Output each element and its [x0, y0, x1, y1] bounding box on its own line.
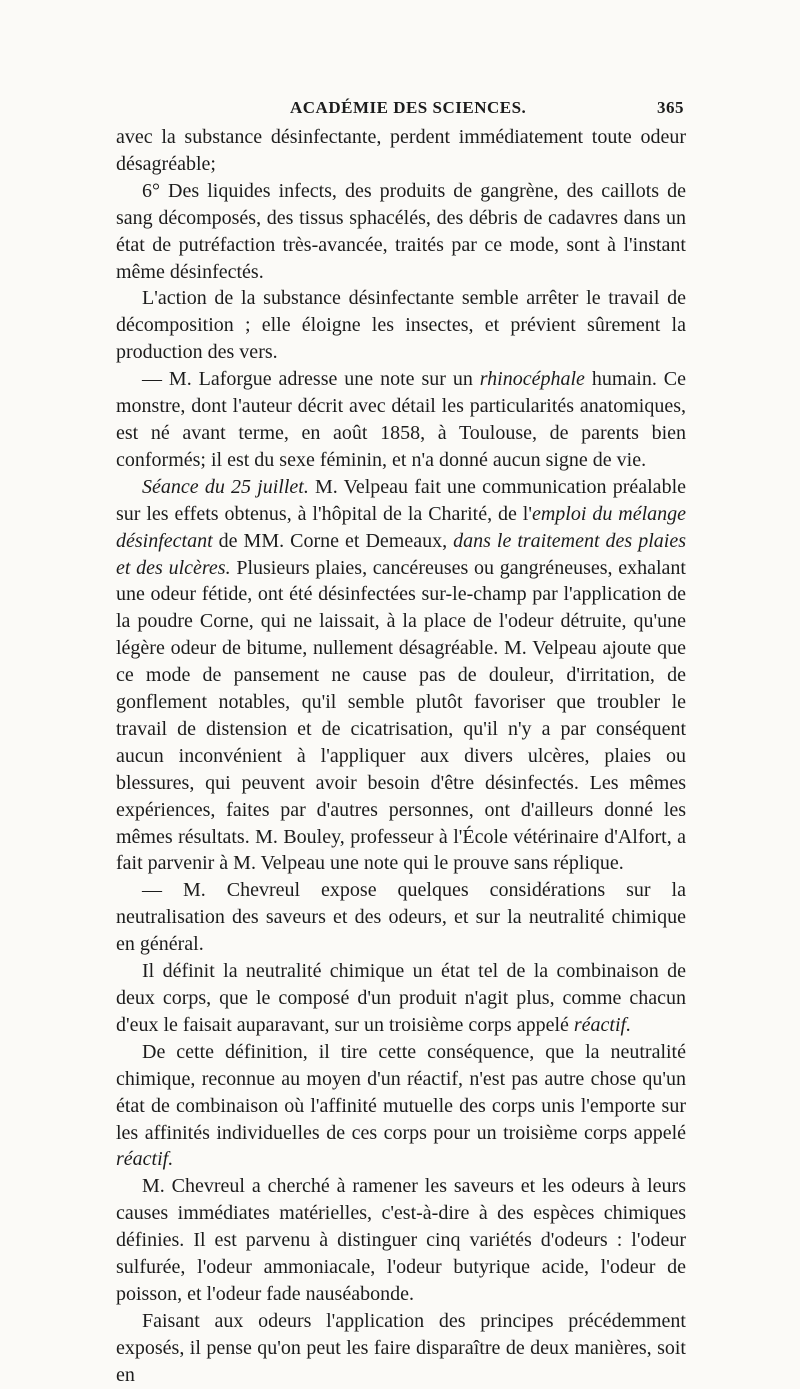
header-title: ACADÉMIE DES SCIENCES. [290, 98, 527, 117]
paragraph [116, 1039, 686, 1174]
text-run: avec la substance désinfectante, perdent immédiatement toute odeur désagréable; [116, 126, 686, 175]
text-run: L'action de la substance désinfectante semble arrêter le travail de décomposition ; elle éloigne les insectes, et prévient sûrement la production des vers. [116, 287, 686, 364]
italic-text: emploi du mélange désinfectant [116, 502, 687, 552]
text-run: humain. Ce monstre, dont l'auteur décrit avec détail les particularités anatomiques, est né avant terme, en août 1858, à Toulouse, de parents bien conformés; il est du sexe féminin, et n'a donné aucun signe de vie. [116, 368, 686, 471]
paragraph [116, 958, 686, 1039]
text-run: Il définit la neutralité chimique un état tel de la combinaison de deux corps, que le composé d'un produit n'agit plus, comme chacun d'eux le faisait auparavant, sur un troisième corps appelé [116, 960, 686, 1036]
paragraph [116, 877, 686, 958]
body-text [116, 124, 686, 1389]
paragraph [116, 285, 686, 366]
italic-text: rhinocéphale [479, 368, 585, 391]
italic-text: réactif. [116, 1148, 174, 1171]
paragraph [116, 1173, 686, 1308]
paragraph [116, 124, 686, 178]
text-run: De cette définition, il tire cette conséquence, que la neutralité chimique, reconnue au moyen d'un réactif, n'est pas autre chose qu'un état de combinaison où l'affinité mutuelle des corps unis l'emporte sur les affinités individuelles de ces corps pour un troisième corps appelé [116, 1040, 686, 1144]
paragraph [116, 474, 686, 878]
paragraph [116, 1308, 686, 1389]
paragraph [116, 366, 686, 474]
running-header [118, 98, 684, 122]
text-run: de MM. Corne et Demeaux, [212, 529, 454, 552]
text-run: — M. Laforgue adresse une note sur un [142, 368, 480, 391]
text-run: 6° Des liquides infects, des produits de gangrène, des caillots de sang décomposés, des tissus sphacélés, des débris de cadavres dans un état de putréfaction très-avancée, traités par ce mode, sont à l'instant même désinfectés. [116, 179, 686, 283]
paragraph [116, 178, 686, 286]
text-run: M. Chevreul a cherché à ramener les saveurs et les odeurs à leurs causes immédiates matérielles, c'est-à-dire à des espèces chimiques définies. Il est parvenu à distinguer cinq variétés d'odeurs : l'odeur sulfurée, l'odeur ammoniacale, l'odeur butyrique acide, l'odeur de poisson, et l'odeur fade nauséabonde. [116, 1175, 686, 1305]
page-number: 365 [657, 98, 684, 117]
text-run: Faisant aux odeurs l'application des principes précédemment exposés, il pense qu'on peut les faire disparaître de deux manières, soit en [116, 1309, 686, 1386]
text-run: Plusieurs plaies, cancéreuses ou gangréneuses, exhalant une odeur fétide, ont été désinfectées sur-le-champ par l'application de la poudre Corne, qui ne laissait, à la place de l'odeur détruite, qu'une légère odeur de bitume, nullement désagréable. M. Velpeau ajoute que ce mode de pansement ne cause pas de douleur, d'irritation, de gonflement notables, qu'il semble plutôt favoriser que troubler le travail de distension et de cicatrisation, qu'il n'y a par conséquent aucun inconvénient à l'appliquer aux divers ulcères, plaies ou blessures, qui peuvent avoir besoin d'être désinfectés. Les mêmes expériences, faites par d'autres personnes, ont d'ailleurs donné les mêmes résultats. M. Bouley, professeur à l'École vétérinaire d'Alfort, a fait parvenir à M. Velpeau une note qui le prouve sans réplique. [116, 556, 686, 875]
italic-text: réactif. [573, 1013, 632, 1036]
text-run: — M. Chevreul expose quelques considérations sur la neutralisation des saveurs et des odeurs, et sur la neutralité chimique en général. [116, 879, 686, 956]
italic-text: dans le traitement des plaies et des ulcères. [116, 529, 686, 579]
text-run: M. Velpeau fait une communication préalable sur les effets obtenus, à l'hôpital de la Charité, de l' [116, 475, 686, 525]
italic-text: Séance du 25 juillet. [142, 475, 309, 498]
